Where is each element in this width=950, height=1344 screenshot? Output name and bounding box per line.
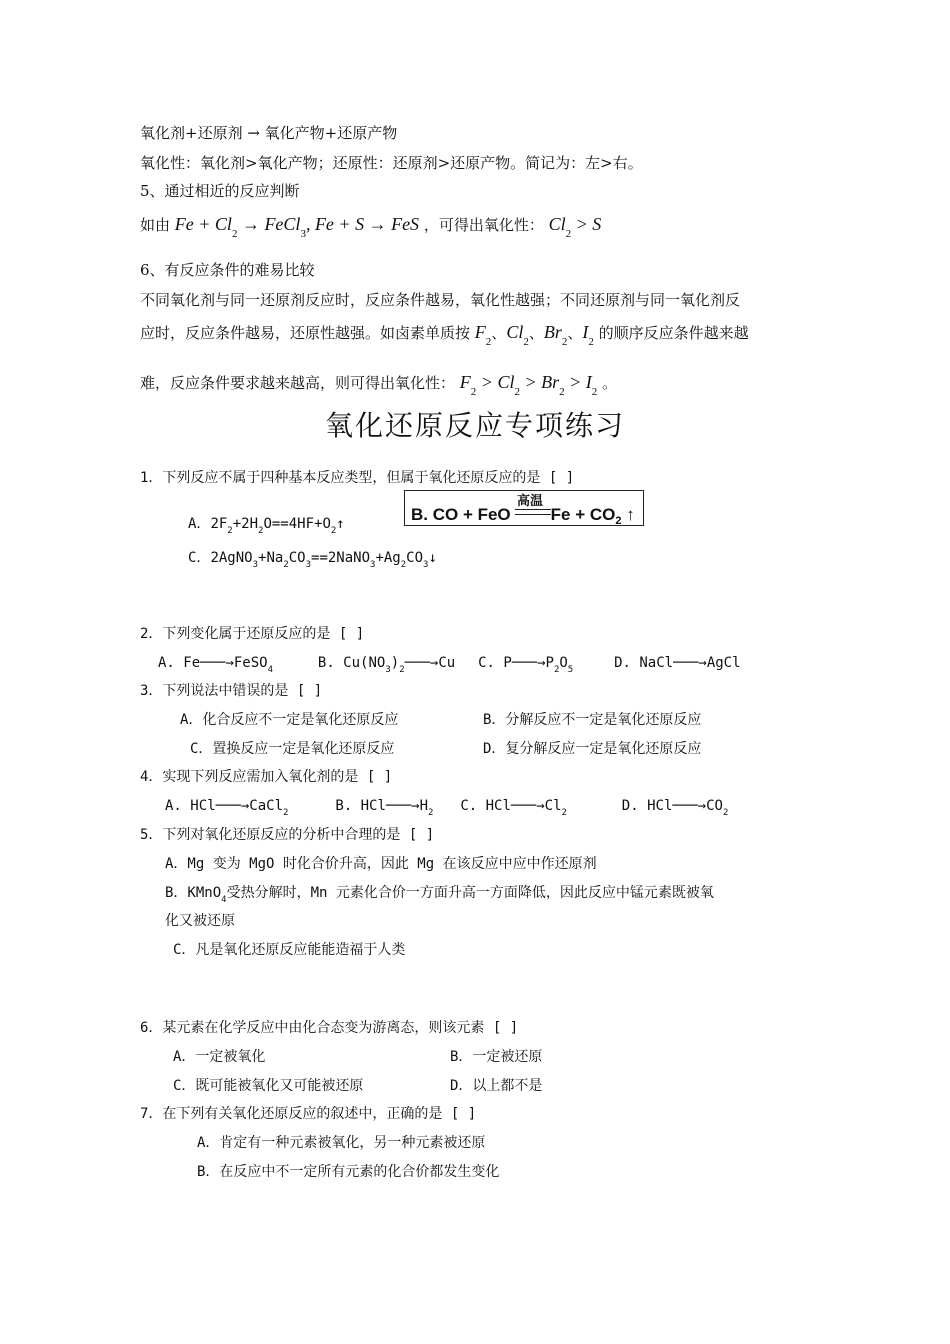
q1-option-b-condition: 高温 bbox=[517, 493, 544, 508]
halogen-br2: $Br_2$ bbox=[543, 322, 568, 348]
halogen-cl2: $Cl_2$ bbox=[506, 322, 529, 348]
halogen-f2: $F_2$ bbox=[474, 322, 492, 348]
oxidizing-order-cl2-s: $Cl_2 > S$ bbox=[548, 214, 602, 240]
separator: 、 bbox=[528, 324, 544, 342]
intro-line-1: 氧化剂+还原剂 → 氧化产物+还原产物 bbox=[140, 124, 398, 142]
q4-option-a: A. HCl───→CaCl$_2$ bbox=[165, 798, 289, 818]
section-6-para-3 bbox=[140, 372, 618, 398]
q5-option-b-line-1: B．KMnO$_4$受热分解时，Mn 元素化合价一方面升高一方面降低，因此反应中锰元素既被氧 bbox=[165, 885, 714, 905]
section-6-title: 6、有反应条件的难易比较 bbox=[140, 261, 315, 279]
q1-option-a: A．$2F_2+2H_2O==4HF+O_2↑$ bbox=[188, 516, 345, 536]
intro-line-2: 氧化性：氧化剂>氧化产物；还原性：还原剂>还原产物。简记为：左>右。 bbox=[140, 154, 643, 172]
q6-stem: 6．某元素在化学反应中由化合态变为游离态，则该元素 [ ] bbox=[140, 1020, 519, 1036]
section-6-para-3a: 难，反应条件要求越来越高，则可得出氧化性： bbox=[140, 374, 456, 392]
q2-option-b: B. $Cu(NO_3)_2───\to Cu$ bbox=[317, 655, 456, 675]
halogen-i2: $I_2$ bbox=[582, 322, 594, 348]
q3-option-d: D．复分解反应一定是氧化还原反应 bbox=[483, 741, 702, 757]
section-6-para-2b: 的顺序反应条件越来越 bbox=[598, 324, 749, 342]
section-6-para-2a: 应时，反应条件越易，还原性越强。如卤素单质按 bbox=[140, 324, 471, 342]
q4-options bbox=[165, 796, 728, 816]
section-6-para-3b: 。 bbox=[602, 374, 618, 392]
q7-option-b: B．在反应中不一定所有元素的化合价都发生变化 bbox=[197, 1164, 500, 1180]
q3-option-c: C．置换反应一定是氧化还原反应 bbox=[190, 741, 395, 757]
q6-option-d: D．以上都不是 bbox=[450, 1078, 543, 1094]
q5-option-c: C．凡是氧化还原反应能能造福于人类 bbox=[173, 942, 406, 958]
q5-option-a: A．Mg 变为 MgO 时化合价升高，因此 Mg 在该反应中应中作还原剂 bbox=[165, 856, 597, 872]
q2-stem: 2．下列变化属于还原反应的是 [ ] bbox=[140, 626, 365, 642]
q2-option-d: D. NaCl───→AgCl bbox=[614, 655, 741, 671]
q1-stem: 1．下列反应不属于四种基本反应类型，但属于氧化还原反应的是 [ ] bbox=[140, 470, 575, 486]
q7-option-a: A．肯定有一种元素被氧化，另一种元素被还原 bbox=[197, 1135, 486, 1151]
q1-option-b: B. CO + FeO $Fe + CO_2$ ↑ bbox=[411, 505, 635, 527]
q1-option-b-right: Fe + CO bbox=[550, 505, 616, 524]
q1-option-b-box bbox=[404, 490, 644, 526]
q6-option-c: C．既可能被氧化又可能被还原 bbox=[173, 1078, 364, 1094]
q1-option-c: C．$2AgNO_3+Na_2CO_3==2NaNO_3+Ag_2CO_3↓$ bbox=[188, 550, 437, 570]
q4-stem: 4．实现下列反应需加入氧化剂的是 [ ] bbox=[140, 769, 393, 785]
q1-option-c-label: C． bbox=[188, 550, 211, 566]
section-5-conclusion: ，可得出氧化性： bbox=[423, 216, 544, 234]
q1-option-b-left: B. CO + FeO bbox=[411, 505, 511, 524]
section-5-prefix: 如由 bbox=[140, 216, 171, 234]
q7-stem: 7．在下列有关氧化还原反应的叙述中，正确的是 [ ] bbox=[140, 1106, 477, 1122]
section-6-para-2 bbox=[140, 322, 749, 348]
q2-option-a: A. Fe───→FeSO$_4$ bbox=[158, 655, 274, 675]
halogen-order: $F_2 > Cl_2 > Br_2 > I_2$ bbox=[459, 372, 598, 398]
q6-option-b: B．一定被还原 bbox=[450, 1049, 543, 1065]
q3-option-b: B．分解反应不一定是氧化还原反应 bbox=[483, 712, 702, 728]
q5-stem: 5．下列对氧化还原反应的分析中合理的是 [ ] bbox=[140, 827, 435, 843]
q6-option-a: A．一定被氧化 bbox=[173, 1049, 266, 1065]
q4-option-d: D. $HCl───\to CO_2$ bbox=[621, 798, 729, 818]
q4-option-b: B. $HCl───\to H_2$ bbox=[335, 798, 434, 818]
q3-stem: 3．下列说法中错误的是 [ ] bbox=[140, 683, 323, 699]
q2-option-c: C. $P───\to P_2O_5$ bbox=[478, 655, 574, 675]
equation-fe-cl2: $Fe + Cl_2$ → FeCl$_3$, Fe + S → FeS bbox=[174, 214, 420, 240]
section-5-title: 5、通过相近的反应判断 bbox=[140, 182, 300, 200]
section-5-example bbox=[140, 214, 602, 240]
q5-option-b-line-2: 化又被还原 bbox=[165, 913, 235, 929]
q1-option-a-label: A． bbox=[188, 516, 211, 532]
page-title: 氧化还原反应专项练习 bbox=[324, 409, 625, 442]
q3-option-a: A．化合反应不一定是氧化还原反应 bbox=[180, 712, 399, 728]
separator: 、 bbox=[491, 324, 507, 342]
q2-options bbox=[158, 653, 741, 673]
section-6-para-1: 不同氧化剂与同一还原剂反应时，反应条件越易，氧化性越强；不同还原剂与同一氧化剂反 bbox=[140, 291, 741, 309]
q4-option-c: C. $HCl───\to Cl_2$ bbox=[460, 798, 567, 818]
separator: 、 bbox=[567, 324, 583, 342]
